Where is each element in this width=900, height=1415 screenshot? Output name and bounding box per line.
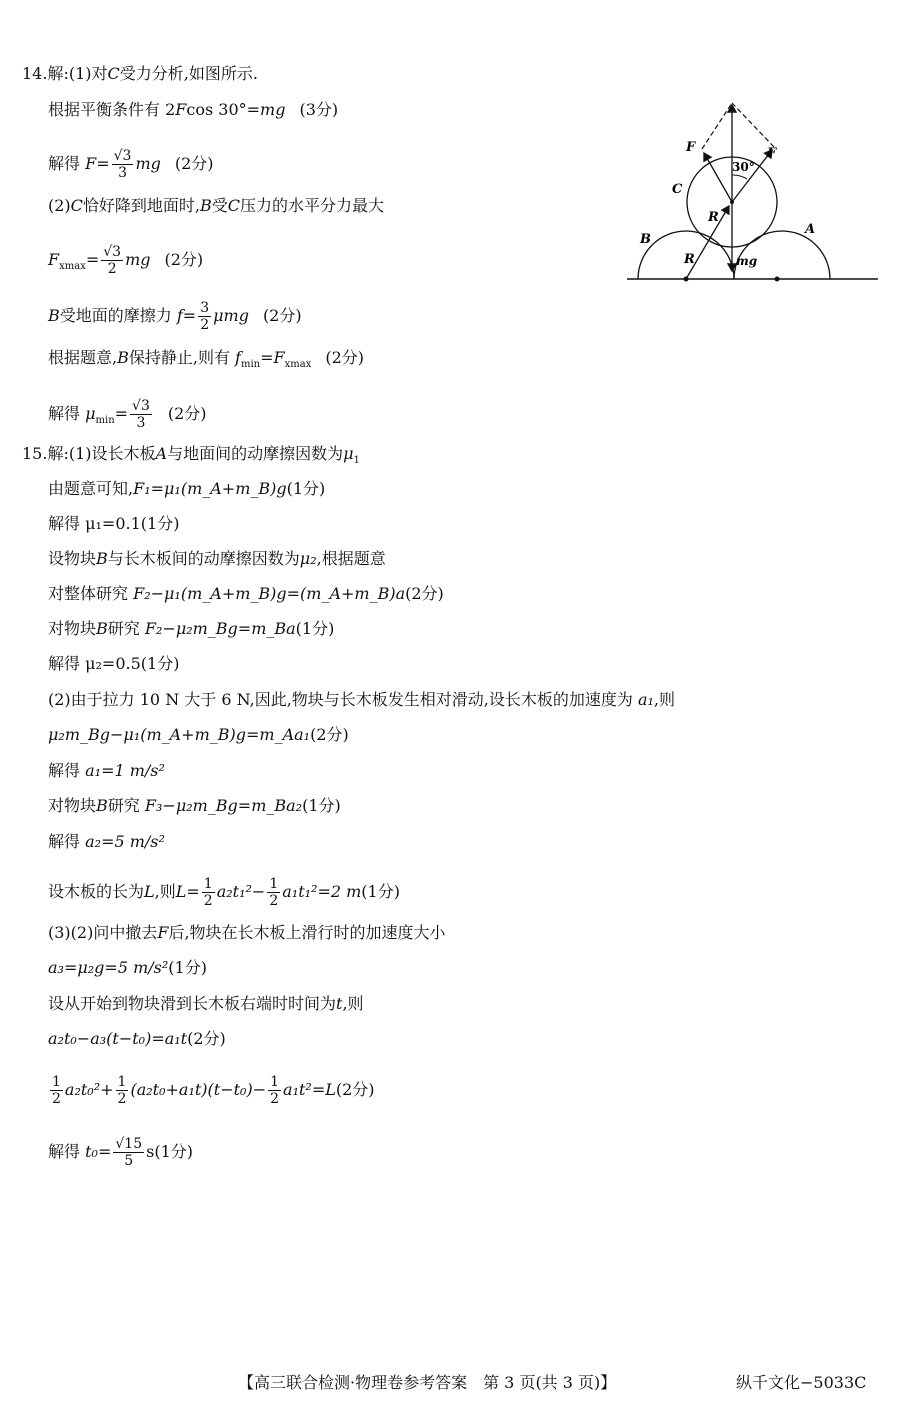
q14-condition-line: 根据题意,B保持静止,则有 $f_{min}=F_{xmax}$ (2分) [48,348,365,371]
fraction: $\frac{1}{2}$ [270,1074,280,1107]
label-B: B [640,232,651,247]
fraction: $\frac{3}{2}$ [200,300,210,333]
q15-line-15: a₃=μ₂g=5 m/s²(1分) [48,958,207,977]
q15-line-3: 解得 μ₁=0.1(1分) [48,514,180,533]
label-C: C [672,182,683,197]
q15-line-12: 解得 a₂=5 m/s² [48,832,165,851]
fraction: $\frac{1}{2}$ [203,876,213,909]
q14-solve-mu-line: 解得 $\mu_{min}=$ $\frac{√3}{3}$ (2分) [48,398,207,431]
fraction: $\frac{1}{2}$ [269,876,279,909]
label-mg: mg [736,254,758,268]
q15-header: 15.解:(1)设长木板A与地面间的动摩擦因数为$\mu_1$ [22,444,360,467]
q14-solve-F-line: 解得 F= $\frac{√3}{3}$ mg (2分) [48,148,214,181]
q15-line-11: 对物块B研究 F₃−μ₂m_Bg=m_Ba₂(1分) [48,796,341,815]
label-R-lower: R [684,252,695,267]
label-angle: 30° [732,160,755,174]
parallelogram-right [732,103,774,147]
parallelogram-left [702,103,732,149]
fraction: $\frac{1}{2}$ [52,1074,61,1107]
fraction: $\frac{√3}{3}$ [113,148,132,181]
label-F-right: F [767,146,777,161]
fraction: $\frac{√15}{5}$ [115,1136,143,1169]
q15-line-9: μ₂m_Bg−μ₁(m_A+m_B)g=m_Aa₁(2分) [48,725,349,744]
q15-line-17: a₂t₀−a₃(t−t₀)=a₁t(2分) [48,1029,226,1048]
q15-line-19: 解得 t₀= $\frac{√15}{5}$ s(1分) [48,1136,193,1169]
fraction: $\frac{√3}{3}$ [132,398,150,431]
q15-line-2: 由题意可知,F₁=μ₁(m_A+m_B)g(1分) [48,479,326,498]
label-F-left: F [686,140,696,155]
label-A: A [805,222,816,237]
q15-line-7: 解得 μ₂=0.5(1分) [48,654,180,673]
angle-arc [732,175,747,179]
label-R-upper: R [708,210,719,225]
q14-Fxmax-line: $F_{xmax}=$ $\frac{√3}{2}$ mg (2分) [48,244,204,277]
q14-equilibrium-line: 根据平衡条件有 2Fcos 30°=mg (3分) [48,100,339,119]
q15-line-16: 设从开始到物块滑到长木板右端时时间为t,则 [48,994,364,1013]
force-left-arrow [704,153,732,202]
q14-friction-line: B受地面的摩擦力 f= $\frac{3}{2}$ μmg (2分) [48,300,302,333]
q15-line-18: $\frac{1}{2}$ a₂t₀²+ $\frac{1}{2}$ (a₂t₀+a₁t)(t−t₀)− $\frac{1}{2}$ a₁t²=L(2分) [52,1074,375,1107]
footer-page-info: 【高三联合检测·物理卷参考答案 第 3 页(共 3 页)】 [238,1373,617,1392]
fraction: $\frac{1}{2}$ [117,1074,127,1107]
q15-line-5: 对整体研究 F₂−μ₁(m_A+m_B)g=(m_A+m_B)a(2分) [48,584,444,603]
q15-line-10: 解得 a₁=1 m/s² [48,761,165,780]
q15-line-13: 设木板的长为L,则L= $\frac{1}{2}$ a₂t₁²− $\frac{1}{2}$ a₁t₁²=2 m(1分) [48,876,400,909]
q14-part2-line: (2)C恰好降到地面时,B受C压力的水平分力最大 [48,196,385,215]
footer-code: 纵千文化−5033C [736,1373,867,1392]
q15-line-14: (3)(2)问中撤去F后,物块在长木板上滑行时的加速度大小 [48,923,446,942]
q15-line-6: 对物块B研究 F₂−μ₂m_Bg=m_Ba(1分) [48,619,335,638]
center-a [775,277,780,282]
force-diagram [622,95,884,287]
fraction: $\frac{√3}{2}$ [103,244,122,277]
q15-line-4: 设物块B与长木板间的动摩擦因数为μ₂,根据题意 [48,549,386,568]
q14-header: 14.解:(1)对C受力分析,如图所示. [22,64,258,83]
q15-line-8: (2)由于拉力 10 N 大于 6 N,因此,物块与长木板发生相对滑动,设长木板的加速度为 a₁,则 [48,690,676,709]
